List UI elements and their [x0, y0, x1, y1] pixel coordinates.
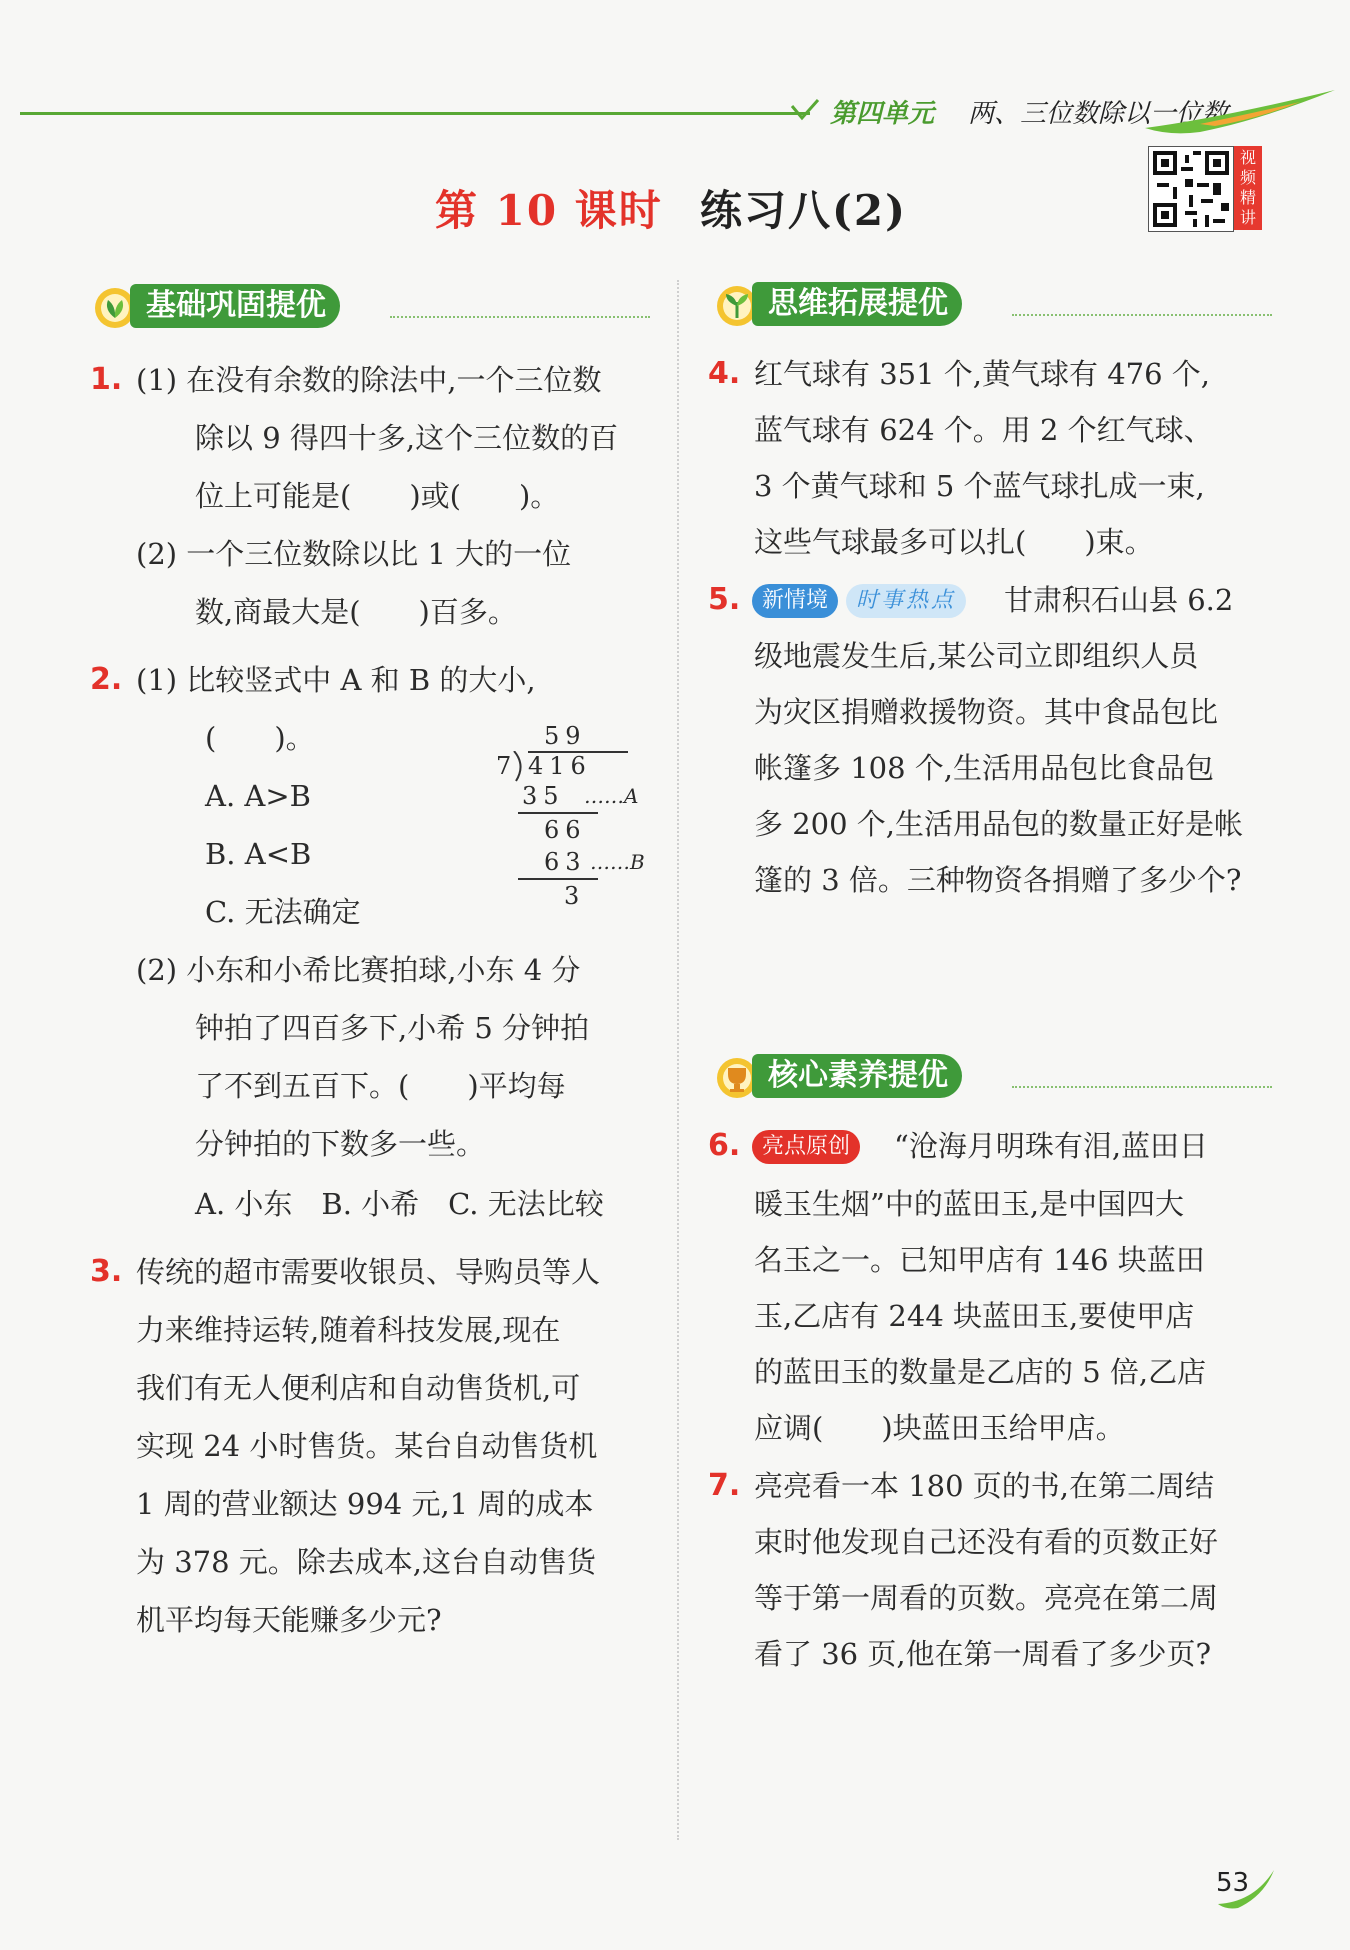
page-number: 53 [1216, 1868, 1250, 1898]
lesson-number: 第 10 课时 [435, 186, 663, 235]
section-core [712, 1054, 1272, 1098]
question-number: 2. [90, 662, 123, 697]
question-text: 机平均每天能赚多少元? [136, 1603, 442, 1637]
question-text: 传统的超市需要收银员、导购员等人 [136, 1255, 601, 1289]
label-a: ……A [584, 784, 639, 808]
question-text: 应调( )块蓝田玉给甲店。 [754, 1411, 1125, 1445]
question-text: 蓝气球有 624 个。用 2 个红气球、 [754, 413, 1213, 447]
swoosh-decoration-icon [1140, 88, 1340, 138]
question-text: 位上可能是( )或( )。 [195, 479, 560, 513]
section-basic-title: 基础巩固提优 [130, 284, 340, 328]
question-text: 力来维持运转,随着科技发展,现在 [136, 1313, 561, 1347]
question-number: 4. [708, 356, 741, 391]
unit-topic: 两、三位数除以一位数 [968, 99, 1229, 129]
question-text: 我们有无人便利店和自动售货机,可 [136, 1371, 581, 1405]
question-number: 3. [90, 1254, 123, 1289]
division-quotient: 59 [544, 722, 587, 750]
division-remainder: 3 [564, 882, 586, 910]
question-text: 红气球有 351 个,黄气球有 476 个, [754, 357, 1211, 391]
question-text: 的蓝田玉的数量是乙店的 5 倍,乙店 [754, 1355, 1207, 1389]
question-text: (1) 比较竖式中 A 和 B 的大小, [136, 663, 536, 697]
question-text: 3 个黄气球和 5 个蓝气球扎成一束, [754, 469, 1205, 503]
header-rule [20, 112, 810, 115]
section-core-title: 核心素养提优 [752, 1054, 962, 1098]
question-text: “沧海月明珠有泪,蓝田日 [894, 1129, 1209, 1163]
question-text: 实现 24 小时售货。某台自动售货机 [136, 1429, 598, 1463]
division-divisor: 7 [496, 752, 518, 780]
lesson-title: 练习八(2) [700, 186, 907, 235]
question-text: 这些气球最多可以扎( )束。 [754, 525, 1154, 559]
qr-code-icon[interactable] [1148, 146, 1234, 232]
division-dividend: 416 [528, 752, 592, 780]
division-step: 35 [522, 782, 565, 810]
question-text: 名玉之一。已知甲店有 146 块蓝田 [754, 1243, 1205, 1277]
option-a: A. A>B [205, 779, 311, 813]
division-bracket [512, 751, 528, 783]
division-step: 63 [544, 848, 587, 876]
column-divider [677, 280, 679, 1840]
question-number: 6. [708, 1128, 741, 1163]
question-text: 帐篷多 108 个,生活用品包比食品包 [754, 751, 1215, 785]
question-text: 除以 9 得四十多,这个三位数的百 [195, 421, 619, 455]
section-rule [1012, 1086, 1272, 1088]
question-text: 多 200 个,生活用品包的数量正好是帐 [754, 807, 1244, 841]
question-text: 亮亮看一本 180 页的书,在第二周结 [754, 1469, 1215, 1503]
tag-new-context: 新情境 [752, 584, 838, 618]
question-text: 甘肃积石山县 6.2 [1004, 583, 1234, 617]
leaf-icon [790, 98, 820, 122]
label-b: ……B [590, 850, 645, 874]
question-number: 7. [708, 1468, 741, 1503]
long-division [488, 722, 658, 922]
question-number: 1. [90, 362, 123, 397]
question-text: 数,商最大是( )百多。 [195, 595, 517, 629]
tag-current-events: 时事热点 [846, 584, 966, 618]
question-text: ( )。 [205, 721, 315, 755]
question-text: 束时他发现自己还没有看的页数正好 [754, 1525, 1219, 1559]
question-text: 玉,乙店有 244 块蓝田玉,要使甲店 [754, 1299, 1195, 1333]
question-text: 为 378 元。除去成本,这台自动售货 [136, 1545, 597, 1579]
section-thinking [712, 282, 1272, 326]
tag-original: 亮点原创 [752, 1130, 860, 1164]
question-text: 钟拍了四百多下,小希 5 分钟拍 [195, 1011, 590, 1045]
question-text: (2) 一个三位数除以比 1 大的一位 [136, 537, 572, 571]
question-text: 暖玉生烟”中的蓝田玉,是中国四大 [754, 1187, 1185, 1221]
video-tag: 视频精讲 [1234, 146, 1262, 230]
question-text: 等于第一周看的页数。亮亮在第二周 [754, 1581, 1219, 1615]
division-step: 66 [544, 816, 587, 844]
question-text: 级地震发生后,某公司立即组织人员 [754, 639, 1199, 673]
option-c: C. 无法确定 [205, 895, 361, 929]
section-rule [390, 316, 650, 318]
question-text: 篷的 3 倍。三种物资各捐赠了多少个? [754, 863, 1242, 897]
question-text: (2) 小东和小希比赛拍球,小东 4 分 [136, 953, 581, 987]
option-b: B. A<B [205, 837, 312, 871]
question-text: (1) 在没有余数的除法中,一个三位数 [136, 363, 602, 397]
question-options: A. 小东 B. 小希 C. 无法比较 [195, 1187, 604, 1221]
question-text: 看了 36 页,他在第一周看了多少页? [754, 1637, 1212, 1671]
question-text: 了不到五百下。( )平均每 [195, 1069, 566, 1103]
question-text: 分钟拍的下数多一些。 [195, 1127, 486, 1161]
section-basic [90, 284, 650, 328]
question-text: 为灾区捐赠救援物资。其中食品包比 [754, 695, 1219, 729]
unit-label: 第四单元 [830, 99, 935, 129]
section-rule [1012, 314, 1272, 316]
question-text: 1 周的营业额达 994 元,1 周的成本 [136, 1487, 594, 1521]
question-number: 5. [708, 582, 741, 617]
section-thinking-title: 思维拓展提优 [752, 282, 962, 326]
